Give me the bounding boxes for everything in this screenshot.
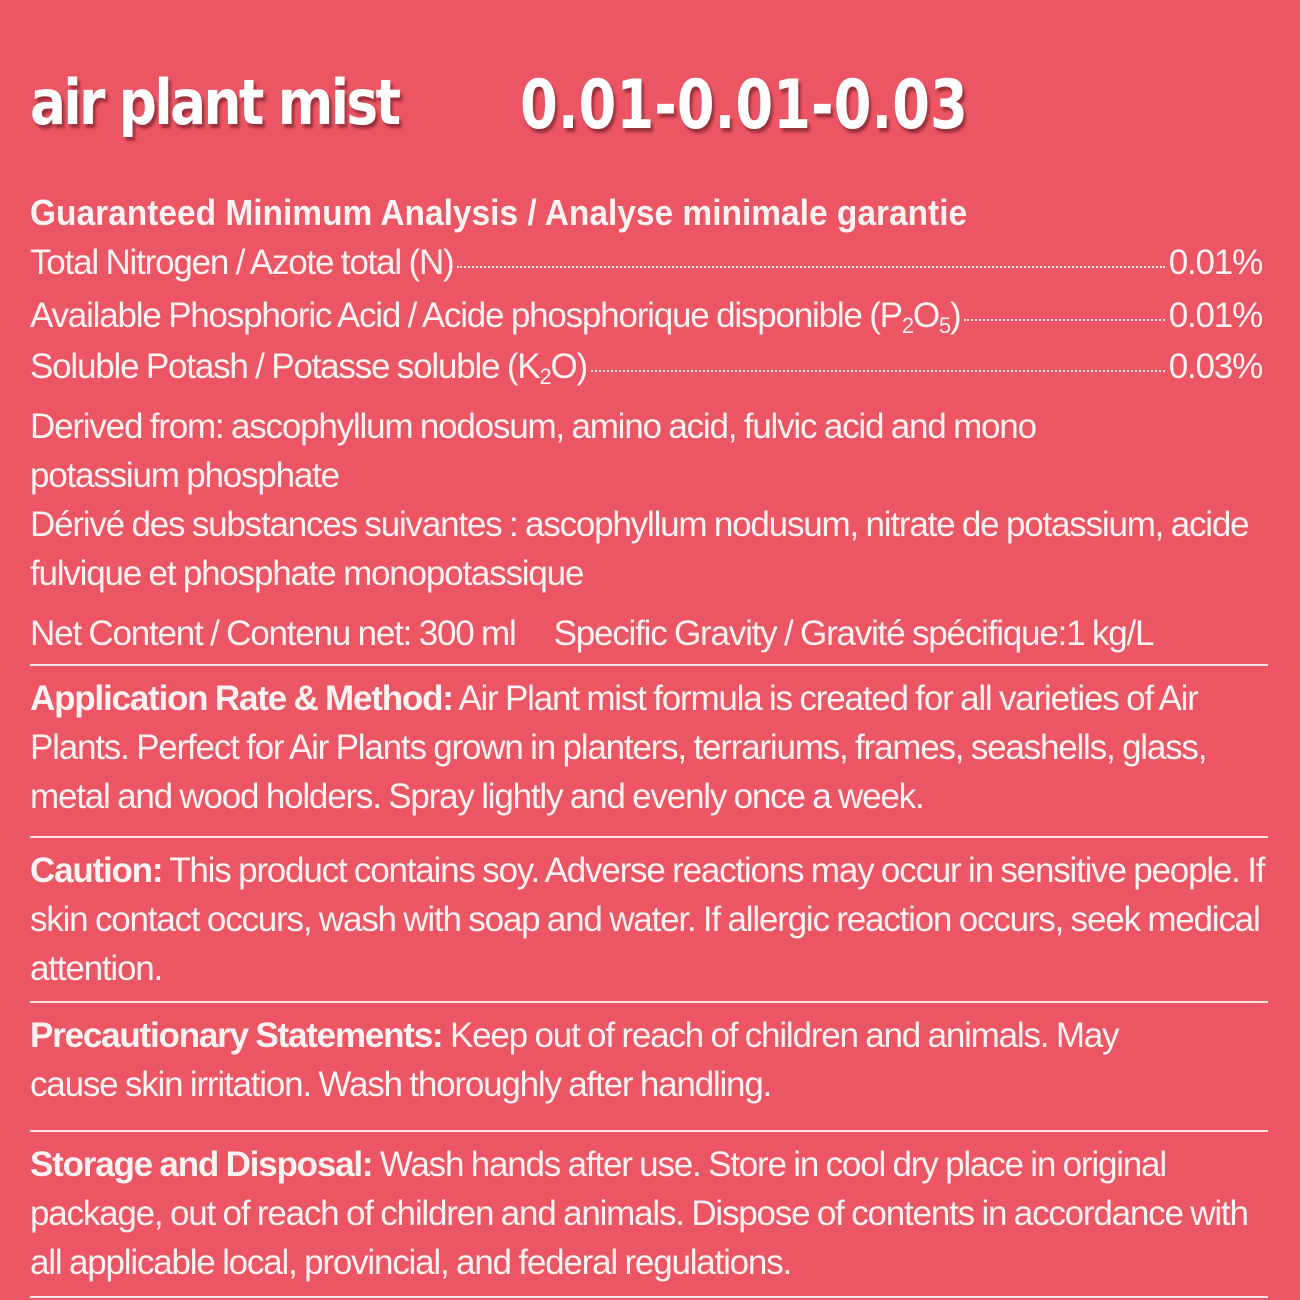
precautionary-heading: Precautionary Statements:: [30, 1016, 443, 1055]
caution-heading: Caution:: [30, 851, 163, 890]
analysis-row-name: Total Nitrogen / Azote total (N): [30, 243, 454, 282]
application-text: Air Plant mist formula is created for all varieties of Air Plants. Perfect for Air Plants grown in planters, terrariums, frames, seashells, glass, metal and wood holders. Spray lightly and evenly once a week.: [30, 679, 1207, 816]
divider: [30, 1296, 1268, 1298]
divider: [30, 1130, 1268, 1132]
divider: [30, 836, 1268, 838]
analysis-row-value: 0.01%: [1168, 296, 1262, 335]
analysis-row-phosphoric-acid: [30, 296, 1262, 344]
divider: [30, 664, 1268, 666]
caution-text: This product contains soy. Adverse reactions may occur in sensitive people. If skin contact occurs, wash with soap and water. If allergic reaction occurs, seek medical attention.: [30, 851, 1265, 988]
caution-section: [30, 846, 1270, 993]
storage-section: [30, 1140, 1270, 1287]
precautionary-section: [30, 1011, 1150, 1109]
precautionary-text: Keep out of reach of children and animals. May cause skin irritation. Wash thoroughly after handling.: [30, 1016, 1119, 1104]
dot-leader: [591, 370, 1165, 372]
derived-from-english: Derived from: ascophyllum nodosum, amino acid, fulvic acid and mono potassium phosphate: [30, 407, 1036, 495]
storage-heading: Storage and Disposal:: [30, 1145, 373, 1184]
net-content: Net Content / Contenu net: 300 ml: [30, 614, 516, 653]
analysis-title: Guaranteed Minimum Analysis / Analyse minimale garantie: [30, 192, 968, 233]
product-name: air plant mist: [30, 66, 399, 139]
specific-gravity: Specific Gravity / Gravité spécifique:1 kg/L: [553, 614, 1154, 653]
analysis-row-value: 0.01%: [1168, 243, 1262, 282]
application-heading: Application Rate & Method:: [30, 679, 453, 718]
net-content-line: [30, 609, 1270, 658]
analysis-row-name: Available Phosphoric Acid / Acide phosphorique disponible $(P_2O_5)$: [30, 296, 961, 338]
application-section: [30, 674, 1270, 821]
dot-leader: [964, 319, 1164, 321]
divider: [30, 1001, 1268, 1003]
dot-leader: [457, 266, 1164, 268]
derived-from-french: Dérivé des substances suivantes : ascophyllum nodusum, nitrate de potassium, acide fulvique et phosphate monopotassique: [30, 505, 1249, 593]
analysis-row-potash: [30, 347, 1262, 395]
analysis-row-nitrogen: [30, 243, 1262, 291]
analysis-row-value: 0.03%: [1168, 347, 1262, 386]
npk-ratio: 0.01-0.01-0.03: [520, 66, 968, 145]
analysis-row-name: Soluble Potash / Potasse soluble $(K_2O)$: [30, 347, 587, 389]
storage-text: Wash hands after use. Store in cool dry place in original package, out of reach of children and animals. Dispose of contents in accordance with all applicable local, provincial, and federal regulations.: [30, 1145, 1248, 1282]
